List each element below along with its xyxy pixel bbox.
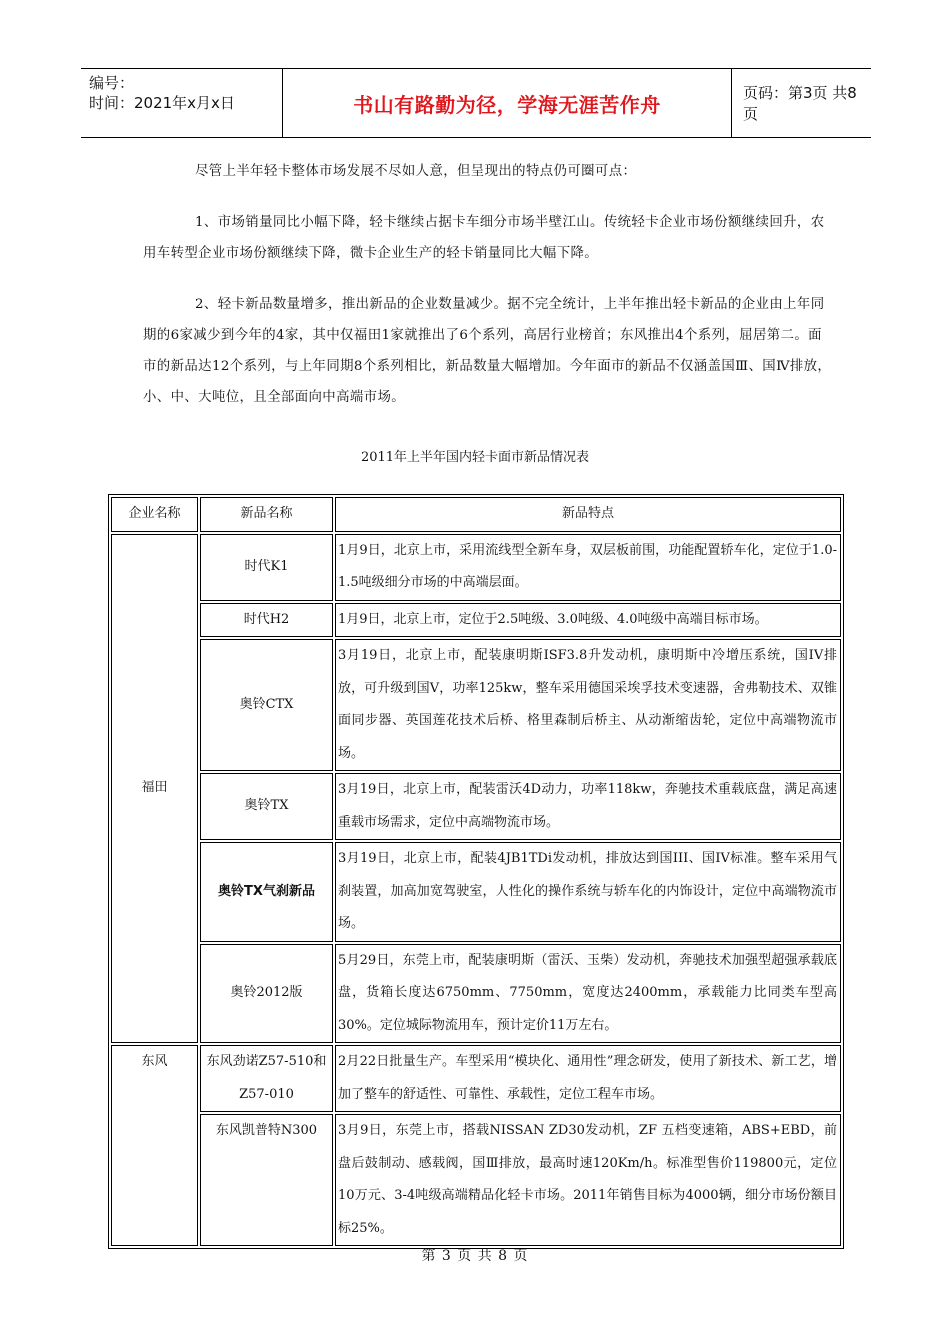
product-cell: 奥铃2012版 [200,944,333,1044]
table-row [111,534,841,601]
product-cell: 奥铃CTX [200,639,333,771]
header-page-number: 页码：第3页 共8页 [743,84,857,123]
table-row [111,639,841,771]
page-footer: 第 3 页 共 8 页 [421,1248,529,1264]
product-cell: 时代H2 [200,603,333,638]
header-company: 企业名称 [111,497,198,532]
table-row [111,773,841,840]
table-row [111,1045,841,1112]
table-row [111,842,841,942]
table-row [111,603,841,638]
feature-cell: 1月9日，北京上市，采用流线型全新车身，双层板前围，功能配置轿车化，定位于1.0-1.5吨级细分市场的中高端层面。 [335,534,841,601]
feature-cell: 2月22日批量生产。车型采用“模块化、通用性”理念研发，使用了新技术、新工艺，增加了整车的舒适性、可靠性、承载性，定位工程车市场。 [335,1045,841,1112]
page-header [81,68,871,138]
header-info [81,69,281,137]
document-date-label: 时间：2021年x月x日 [89,94,235,112]
feature-cell: 3月9日，东莞上市，搭载NISSAN ZD30发动机，ZF 五档变速箱，ABS+EBD，前盘后鼓制动、感载阀，国Ⅲ排放，最高时速120Km/h。标准型售价119800元，定位10万元、3-4吨级高端精品化轻卡市场。2011年销售目标为4000辆，细分市场份额目标25%。 [335,1114,841,1246]
feature-cell: 3月19日，北京上市，配装4JB1TDi发动机，排放达到国III、国IV标准。整车采用气刹装置，加高加宽驾驶室，人性化的操作系统与轿车化的内饰设计，定位中高端物流市场。 [335,842,841,942]
feature-cell: 3月19日，北京上市，配装康明斯ISF3.8升发动机，康明斯中冷增压系统，国IV排放，可升级到国V，功率125kw，整车采用德国采埃孚技术变速器，舍弗勒技术、双锥面同步器、英国莲花技术后桥、格里森制后桥主、从动渐缩齿轮，定位中高端物流市场。 [335,639,841,771]
company-cell: 东风 [111,1045,198,1246]
table-row [111,944,841,1044]
feature-cell: 5月29日，东莞上市，配装康明斯（雷沃、玉柴）发动机，奔驰技术加强型超强承载底盘，货箱长度达6750mm、7750mm，宽度达2400mm，承载能力比同类车型高30%。定位城际物流用车，预计定价11万左右。 [335,944,841,1044]
table-row [111,1114,841,1246]
header-motto: 书山有路勤为径，学海无涯苦作舟 [353,92,661,117]
product-cell: 奥铃TX [200,773,333,840]
feature-cell: 1月9日，北京上市，定位于2.5吨级、3.0吨级、4.0吨级中高端目标市场。 [335,603,841,638]
header-product: 新品名称 [200,497,333,532]
product-cell: 东风凯普特N300 [200,1114,333,1246]
feature-cell: 3月19日，北京上市，配装雷沃4D动力，功率118kw，奔驰技术重载底盘，满足高速重载市场需求，定位中高端物流市场。 [335,773,841,840]
new-products-table [108,494,844,1249]
paragraph-point-2: 2、轻卡新品数量增多，推出新品的企业数量减少。据不完全统计，上半年推出轻卡新品的企业由上年同期的6家减少到今年的4家，其中仅福田1家就推出了6个系列，高居行业榜首；东风推出4个系列，屈居第二。面市的新品达12个系列，与上年同期8个系列相比，新品数量大幅增加。今年面市的新品不仅涵盖国Ⅲ、国Ⅳ排放，小、中、大吨位，且全部面向中高端市场。 [143,297,832,405]
product-cell: 奥铃TX气刹新品 [200,842,333,942]
table-title: 2011年上半年国内轻卡面市新品情况表 [360,450,590,465]
header-features: 新品特点 [335,497,841,532]
table-header-row [111,497,841,532]
company-cell: 福田 [111,534,198,1044]
paragraph-intro: 尽管上半年轻卡整体市场发展不尽如人意，但呈现出的特点仍可圈可点： [195,164,637,179]
header-motto-cell [282,69,732,137]
paragraph-point-1: 1、市场销量同比小幅下降，轻卡继续占据卡车细分市场半壁江山。传统轻卡企业市场份额继续回升，农用车转型企业市场份额继续下降，微卡企业生产的轻卡销量同比大幅下降。 [143,215,825,261]
product-cell: 东风劲诺Z57-510和Z57-010 [200,1045,333,1112]
product-cell: 时代K1 [200,534,333,601]
document-number-label: 编号： [89,74,135,92]
